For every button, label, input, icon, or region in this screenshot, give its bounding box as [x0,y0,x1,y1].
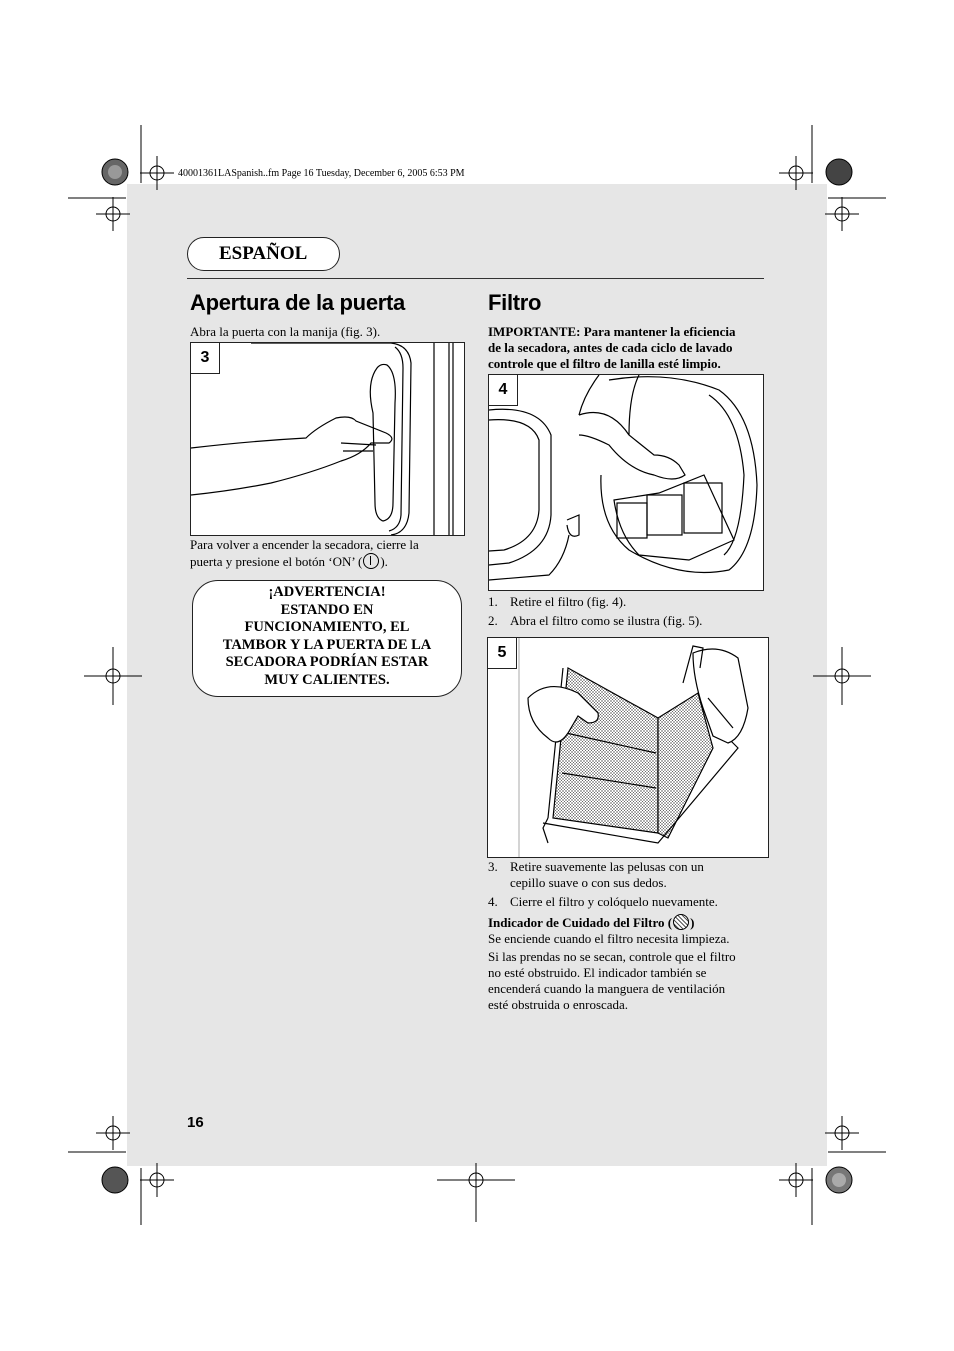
warning-line: ESTANDO EN [280,601,374,618]
indicator-text: Se enciende cuando el filtro necesita limpieza. [488,931,730,946]
indicator-title: Indicador de Cuidado del Filtro ( ) [488,915,695,930]
door-intro-text: Abra la puerta con la manija (fig. 3). [190,324,381,339]
restart-text-line1: Para volver a encender la secadora, cierre la [190,537,419,552]
important-line: IMPORTANTE: Para mantener la eficiencia [488,324,736,339]
section-title-filter: Filtro [488,290,542,315]
restart-text-line2: puerta y presione el botón ‘ON’ ( ). [190,554,388,569]
print-header: 40001361LASpanish..fm Page 16 Tuesday, December 6, 2005 6:53 PM [178,168,465,179]
important-line: de la secadora, antes de cada ciclo de lavado [488,340,733,355]
indicator-paragraph-line: no esté obstruido. El indicador también se [488,965,707,980]
indicator-paragraph-line: Si las prendas no se secan, controle que el filtro [488,949,736,964]
filter-removal-illustration [489,375,764,591]
list-item: 1. Retire el filtro (fig. 4). [488,594,627,609]
figure-4 [488,374,764,591]
header-rule [187,278,764,279]
filter-open-illustration [488,638,769,858]
warning-line: TAMBOR Y LA PUERTA DE LA [222,636,432,653]
figure-number: 5 [488,638,517,669]
warning-box [192,580,462,697]
figure-number: 4 [489,375,518,406]
power-on-icon [363,553,379,569]
language-tab: ESPAÑOL [187,237,340,271]
warning-line: FUNCIONAMIENTO, EL [244,619,410,635]
figure-5 [487,637,769,858]
list-item: 2. Abra el filtro como se ilustra (fig. 5). [488,613,703,628]
door-handle-illustration [191,343,465,536]
list-item: 4. Cierre el filtro y colóquelo nuevamente. [488,894,718,909]
filter-indicator-icon [673,914,689,930]
figure-3 [190,342,465,536]
warning-line: ¡ADVERTENCIA! [268,584,386,600]
section-title-door: Apertura de la puerta [190,290,405,315]
warning-line: MUY CALIENTES. [264,671,390,688]
indicator-paragraph-line: esté obstruida o enroscada. [488,997,629,1012]
page-number: 16 [187,1114,204,1131]
figure-number: 3 [191,343,220,374]
warning-line: SECADORA PODRÍAN ESTAR [225,654,429,670]
list-item: 3. Retire suavemente las pelusas con un cepillo suave o con sus dedos. [488,859,704,890]
indicator-paragraph-line: encenderá cuando la manguera de ventilación [488,981,726,996]
important-line: controle que el filtro de lanilla esté limpio. [488,356,721,371]
